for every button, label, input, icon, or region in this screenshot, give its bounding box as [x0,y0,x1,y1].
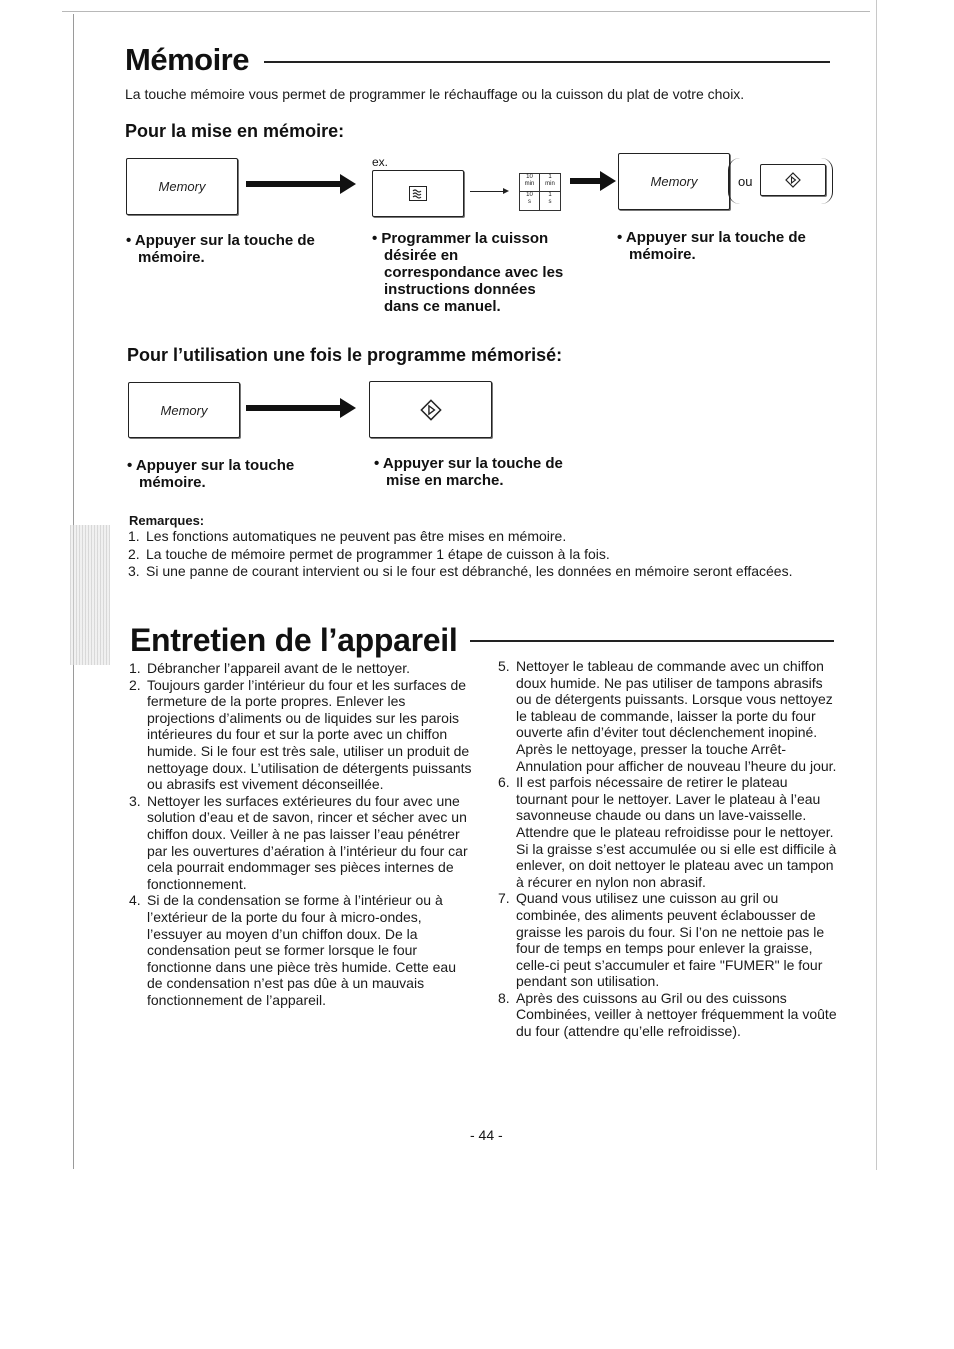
arrow-right-3 [246,405,342,411]
item-number: 4. [129,892,141,909]
dash-arrowhead [503,188,509,194]
maintenance-item [498,990,838,1040]
grill-icon [409,186,427,201]
caption-line: • Appuyer sur la touche de [374,455,563,472]
ex-label: ex. [372,155,389,169]
item-number: 2. [129,676,141,693]
entretien-list-right [498,658,838,1040]
remarks-list [128,528,828,581]
item-text: Il est parfois nécessaire de retirer le plateau tournant pour le nettoyer. Laver le plateau à l’eau savonneuse chaude ou dans un lave-vaisselle. Attendre que le plateau refroidisse pour le nettoyer. Si la graisse s’est accumulée ou si elle est difficile à enlever, on doit nettoyer le plateau avec un tampon à récurer en nylon non abrasif. [516,774,837,890]
caption-press-memory-use [127,457,294,491]
remarks-title: Remarques: [129,513,205,528]
start-key-small[interactable] [760,164,826,196]
caption-line: désirée en [384,247,459,264]
caption-line: • Appuyer sur la touche de [126,232,315,249]
caption-line: correspondance avec les [384,264,564,281]
time-key-unit: s [528,199,531,205]
maintenance-item [129,677,474,793]
entretien-title-rule [470,640,834,642]
caption-line: • Appuyer sur la touche [127,457,295,474]
caption-program-cooking [372,230,563,315]
maintenance-item [129,793,474,893]
remark-item [128,546,828,564]
or-label: ou [738,174,753,189]
caption-press-memory-again [617,229,806,263]
remark-item [128,563,828,581]
grill-key[interactable] [372,170,464,217]
caption-line: mémoire. [139,474,206,491]
entretien-list-left [129,660,474,1008]
memoire-intro: La touche mémoire vous permet de programmer le réchauffage ou la cuisson du plat de votre choix. [125,86,745,102]
use-memory-heading: Pour l’utilisation une fois le programme mémorisé: [127,345,563,365]
item-text: Après des cuissons au Gril ou des cuissons Combinées, veiller à nettoyer fréquemment la voûte du four (attendre qu’elle refroidisse). [516,989,837,1040]
memory-key-2[interactable] [618,153,730,210]
item-text: Débrancher l’appareil avant de le nettoyer. [147,660,411,676]
maintenance-item [498,774,838,890]
caption-line: • Programmer la cuisson [372,230,549,247]
memory-key-label: Memory [160,402,208,418]
remark-item [128,528,828,546]
time-key-1s[interactable] [540,192,560,210]
item-number: 1. [129,660,141,676]
time-key-1min[interactable] [540,174,560,192]
item-number: 5. [498,658,510,674]
memory-key-label: Memory [158,179,206,194]
time-key-unit: min [524,181,535,187]
item-number: 6. [498,774,510,791]
start-icon [420,399,442,421]
maintenance-item [129,892,474,1008]
scan-shadow [70,525,110,665]
caption-line: • Appuyer sur la touche de [617,229,806,246]
time-key-10min[interactable] [520,174,540,192]
item-text: Nettoyer le tableau de commande avec un chiffon doux humide. Ne pas utiliser de tampons abrasifs ou de détergents puissants. Lorsque vous nettoyez le tableau de commande, laisser la porte du four ouverte afin d’éviter tout déclenchement inopiné. Après le nettoyage, presser la touche Arrêt-Annulation pour afficher de nouveau l’heure du jour. [516,658,837,774]
remark-number: 1. [128,528,140,544]
item-text: Quand vous utilisez une cuisson au gril ou combinée, des aliments peuvent éclabousser de graisse les parois du four. Si l’on ne nettoie pas le four de temps en temps pour enlever la graisse, celle-ci peut s’accumuler et faire "FUMER" le four pendant son utilisation. [516,890,825,990]
memory-key-label: Memory [650,174,698,189]
time-key-digit: 10 [526,174,533,180]
remark-text: Les fonctions automatiques ne peuvent pas être mises en mémoire. [146,528,567,544]
item-number: 7. [498,890,510,907]
time-key-digit: 1 [548,174,552,180]
item-text: Si de la condensation se forme à l’intérieur ou à l’extérieur de la porte du four à micro-ondes, l’essuyer au moyen d’un chiffon doux. De la condensation peut se former lorsque le four fonctionne dans une pièce très humide. Cette eau de condensation n’est pas dûe à un mauvais fonctionnement de l’appareil. [147,892,456,1008]
time-key-digit: 1 [548,192,552,198]
caption-line: mémoire. [629,246,696,263]
maintenance-item [498,890,838,990]
memory-key[interactable] [126,158,238,215]
item-number: 3. [129,792,141,809]
time-key-unit: min [545,181,555,187]
start-key[interactable] [369,381,492,438]
item-number: 8. [498,989,510,1006]
top-border-line [62,11,870,12]
page-number: - 44 - [470,1127,503,1143]
set-memory-heading: Pour la mise en mémoire: [125,121,345,141]
remark-number: 3. [128,563,140,579]
time-key-digit: 10 [526,192,533,198]
time-keypad[interactable] [519,173,561,211]
entretien-title: Entretien de l’appareil [130,622,458,658]
maintenance-item [498,658,838,774]
dash-connector [470,191,506,192]
remark-text: Si une panne de courant intervient ou si le four est débranché, les données en mémoire seront effacées. [146,563,793,579]
memoire-title: Mémoire [125,42,249,77]
arrow-right-2 [570,178,602,184]
memory-key-3[interactable] [128,382,240,438]
caption-line: instructions données [384,281,536,298]
arrow-right-1 [246,181,342,187]
or-bracket-right [820,158,833,204]
remark-number: 2. [128,545,140,562]
right-border-line [876,0,877,1170]
caption-line: dans ce manuel. [384,298,501,315]
memoire-title-rule [264,61,830,63]
caption-press-memory [126,232,315,266]
maintenance-item [129,660,474,677]
remark-text: La touche de mémoire permet de programmer 1 étape de cuisson à la fois. [146,545,610,562]
caption-line: mémoire. [138,249,205,266]
caption-press-start [374,455,563,489]
time-key-10s[interactable] [520,192,540,210]
caption-line: mise en marche. [386,472,504,489]
start-icon [785,172,801,188]
item-text: Nettoyer les surfaces extérieures du four avec une solution d’eau et de savon, rincer et sécher avec un chiffon doux. Veiller à ne pas laisser l’eau pénétrer par les ouvertures d’aération à l’intérieur du four car cela pourrait endommager ses pièces internes de fonctionnement. [147,792,468,892]
time-key-unit: s [548,199,552,205]
item-text: Toujours garder l’intérieur du four et les surfaces de fermeture de la porte propres. Enlever les projections d’aliments ou de liquides sur les parois intérieures du four et sur la porte avec un chiffon humide. Si le four est très sale, utiliser un produit de nettoyage doux. L’utilisation de détergents puissants ou abrasifs est vivement déconseillée. [147,676,472,793]
